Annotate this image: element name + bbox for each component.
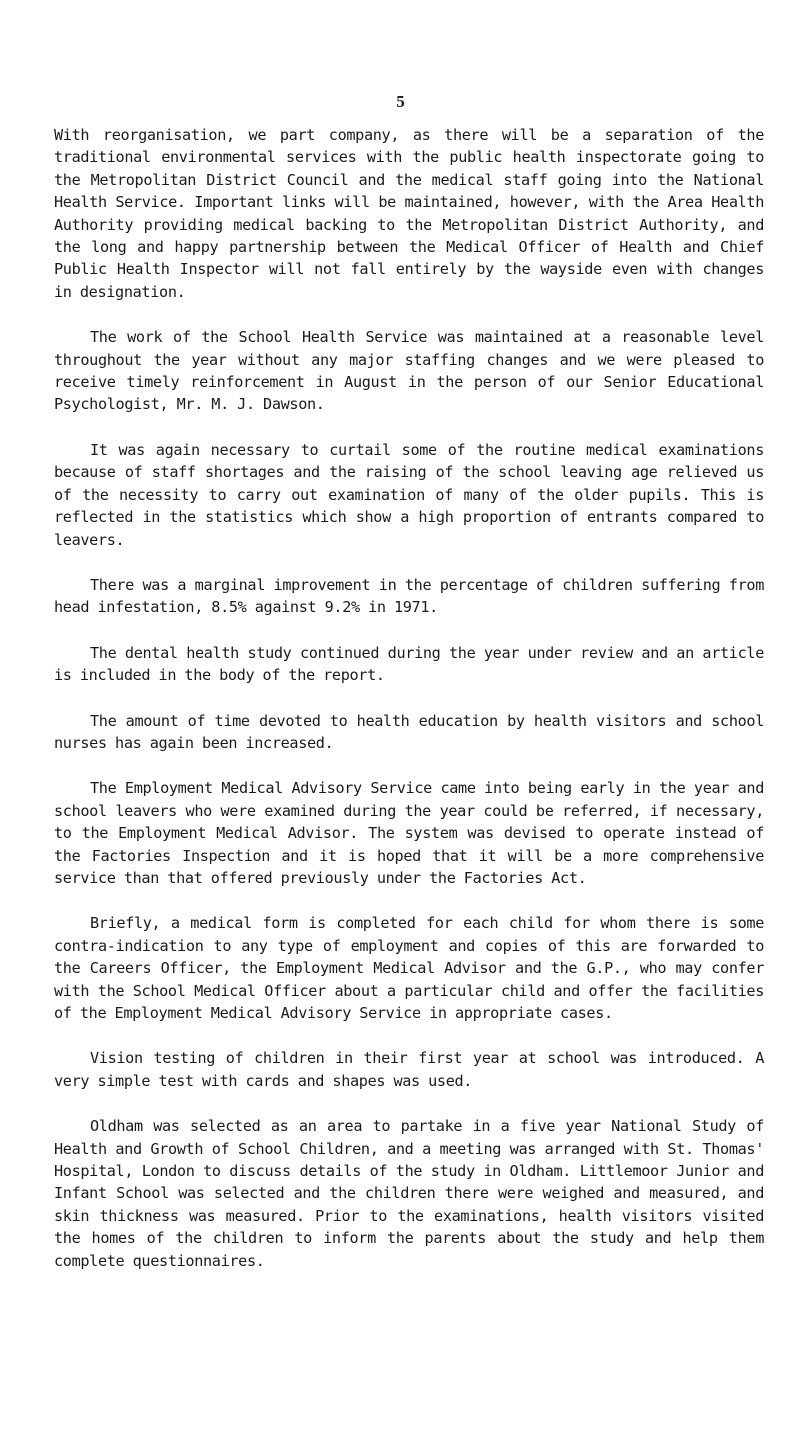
paragraph-head-infestation: There was a marginal improvement in the percentage of children suffering from head infestation, 8.5% against 9.2% in 1971. <box>54 575 764 617</box>
page-number: 5 <box>396 92 405 111</box>
paragraph-medical-examinations: It was again necessary to curtail some of the routine medical examinations because of staff shortages and the raising of the school leaving age relieved us of the necessity to carry out examination of many of the older pupils. This is reflected in the statistics which show a high proportion of entrants compared to leavers. <box>54 440 764 549</box>
paragraph-medical-form: Briefly, a medical form is completed for each child for whom there is some contra-indication to any type of employment and copies of this are forwarded to the Careers Officer, the Employment Medical Advisor and the G.P., who may confer with the School Medical Officer about a particular child and offer the facilities of the Employment Medical Advisory Service in appropriate cases. <box>54 914 764 1022</box>
paragraph-oldham-study: Oldham was selected as an area to partake in a five year National Study of Health and Growth of School Children, and a meeting was arranged with St. Thomas' Hospital, London to discuss details of the study in Oldham. Littlemoor Junior and Infant School was selected and the children there were weighed and measured, and skin thickness was measured. Prior to the examinations, health visitors visited the homes of the children to inform the parents about the study and help them complete questionnaires. <box>54 1117 764 1270</box>
paragraph-reorganisation: With reorganisation, we part company, as there will be a separation of the traditional environmental services with the public health inspectorate going to the Metropolitan District Council and the medical staff going into the National Health Service. Important links will be maintained, however, with the Area Health Authority providing medical backing to the Metropolitan District Authority, and the long and happy partnership between the Medical Officer of Health and Chief Public Health Inspector will not fall entirely by the wayside even with changes in designation. <box>54 126 764 301</box>
paragraph-employment-medical-service: The Employment Medical Advisory Service came into being early in the year and school leavers who were examined during the year could be referred, if necessary, to the Employment Medical Advisor. The system was devised to operate instead of the Factories Inspection and it is hoped that it will be a more comprehensive service than that offered previously under the Factories Act. <box>54 779 764 887</box>
paragraph-health-education: The amount of time devoted to health education by health visitors and school nurses has again been increased. <box>54 711 764 752</box>
paragraph-school-health-service: The work of the School Health Service was maintained at a reasonable level throughout the year without any major staffing changes and we were pleased to receive timely reinforcement in August in the person of our Senior Educational Psychologist, Mr. M. J. Dawson. <box>54 328 764 414</box>
paragraph-vision-testing: Vision testing of children in their first year at school was introduced. A very simple test with cards and shapes was used. <box>54 1049 764 1090</box>
document-body <box>54 124 764 1295</box>
paragraph-dental-health: The dental health study continued during the year under review and an article is included in the body of the report. <box>54 643 764 685</box>
